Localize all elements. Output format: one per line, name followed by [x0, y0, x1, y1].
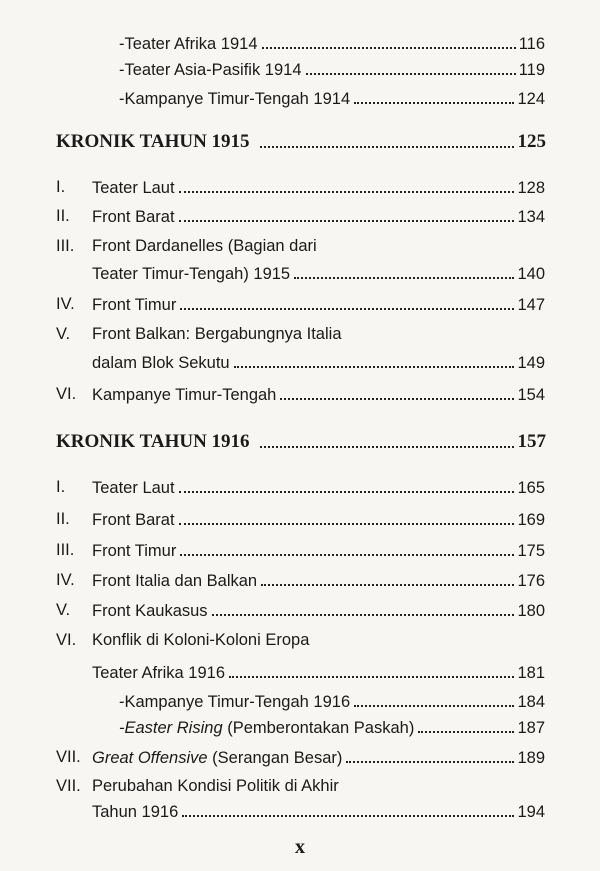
toc-entry — [92, 351, 545, 373]
entry-page: 184 — [517, 693, 545, 711]
entry-page: 119 — [518, 61, 545, 79]
toc-entry — [119, 58, 545, 80]
toc-entry — [119, 87, 545, 109]
entry-page: 176 — [517, 572, 545, 590]
entry-label: -Kampanye Timur-Tengah 1914 — [119, 90, 351, 108]
toc-entry — [92, 746, 545, 768]
entry-label-rest: (Pemberontakan Paskah) — [222, 719, 415, 737]
entry-label: Front Timur — [92, 542, 177, 560]
entry-number: IV. — [56, 571, 75, 589]
entry-label: Front Italia dan Balkan — [92, 572, 258, 590]
dot-leader — [182, 815, 514, 817]
entry-label: Teater Laut — [92, 479, 175, 497]
entry-page: 147 — [517, 296, 545, 314]
dot-leader — [346, 761, 514, 763]
toc-entry — [92, 800, 545, 822]
entry-label-line1: Front Balkan: Bergabungnya Italia — [92, 325, 342, 343]
dot-leader — [179, 220, 515, 222]
dot-leader — [294, 277, 514, 279]
dot-leader — [261, 584, 514, 586]
toc-entry — [92, 383, 545, 405]
entry-number: V. — [56, 601, 71, 619]
entry-label — [92, 748, 342, 768]
dot-leader — [354, 705, 514, 707]
dot-leader — [262, 47, 516, 49]
entry-number: II. — [56, 207, 70, 225]
entry-label-line1: Perubahan Kondisi Politik di Akhir — [92, 777, 339, 795]
entry-page: 189 — [517, 749, 545, 767]
entry-label: Teater Afrika 1916 — [92, 664, 225, 682]
entry-label: dalam Blok Sekutu — [92, 354, 230, 372]
toc-entry — [119, 32, 545, 54]
section-page: 157 — [517, 431, 546, 452]
entry-label-line1: Konflik di Koloni-Koloni Eropa — [92, 631, 310, 649]
section-heading-1916 — [56, 428, 546, 454]
toc-entry — [92, 539, 545, 561]
entry-label: -Kampanye Timur-Tengah 1916 — [119, 693, 351, 711]
entry-page: 175 — [517, 542, 545, 560]
entry-label-italic: Great Offensive — [92, 749, 208, 767]
entry-page: 181 — [517, 664, 545, 682]
entry-label: Front Barat — [92, 511, 175, 529]
entry-label: -Teater Afrika 1914 — [119, 35, 258, 53]
entry-label: Teater Timur-Tengah) 1915 — [92, 265, 291, 283]
entry-label: -Teater Asia-Pasifik 1914 — [119, 61, 302, 79]
toc-entry — [92, 476, 545, 498]
entry-label: Teater Laut — [92, 179, 175, 197]
entry-label-line1: Front Dardanelles (Bagian dari — [92, 237, 317, 255]
dot-leader — [306, 73, 516, 75]
dot-leader — [229, 676, 514, 678]
entry-number: VI. — [56, 385, 77, 403]
dot-leader — [180, 308, 514, 310]
entry-label: Front Kaukasus — [92, 602, 208, 620]
entry-number: I. — [56, 178, 66, 196]
toc-entry — [92, 262, 545, 284]
dot-leader — [212, 614, 515, 616]
toc-entry — [92, 569, 545, 591]
entry-page: 165 — [517, 479, 545, 497]
entry-label-italic: -Easter Rising — [119, 719, 223, 737]
toc-entry — [119, 716, 545, 738]
toc-entry — [92, 176, 545, 198]
dot-leader — [354, 102, 514, 104]
entry-page: 154 — [517, 386, 545, 404]
entry-label: Front Timur — [92, 296, 177, 314]
entry-page: 116 — [518, 35, 545, 53]
entry-number: I. — [56, 478, 66, 496]
entry-label — [119, 718, 414, 738]
entry-number: VI. — [56, 631, 77, 649]
entry-label: Kampanye Timur-Tengah — [92, 386, 277, 404]
entry-number: VII. — [56, 748, 81, 766]
entry-page: 180 — [517, 602, 545, 620]
section-title: KRONIK TAHUN 1916 — [56, 431, 250, 452]
dot-leader — [179, 491, 515, 493]
section-heading-1915 — [56, 128, 546, 154]
entry-page: 194 — [517, 803, 545, 821]
entry-number: III. — [56, 237, 75, 255]
entry-page: 149 — [517, 354, 545, 372]
entry-number: IV. — [56, 295, 75, 313]
entry-page: 169 — [517, 511, 545, 529]
entry-page: 124 — [517, 90, 545, 108]
section-page: 125 — [517, 131, 546, 152]
dot-leader — [180, 554, 514, 556]
toc-entry — [92, 508, 545, 530]
dot-leader — [280, 398, 514, 400]
toc-entry — [92, 205, 545, 227]
dot-leader — [179, 191, 515, 193]
entry-number: II. — [56, 510, 70, 528]
entry-label: Front Barat — [92, 208, 175, 226]
entry-label: Tahun 1916 — [92, 803, 179, 821]
entry-label-rest: (Serangan Besar) — [207, 749, 343, 767]
entry-page: 128 — [517, 179, 545, 197]
entry-page: 187 — [517, 719, 545, 737]
toc-entry — [92, 661, 545, 683]
dot-leader — [179, 523, 515, 525]
entry-number: III. — [56, 541, 75, 559]
dot-leader — [260, 146, 514, 148]
entry-page: 140 — [517, 265, 545, 283]
entry-page: 134 — [517, 208, 545, 226]
toc-entry — [92, 599, 545, 621]
page-number: x — [295, 836, 305, 858]
entry-number: VII. — [56, 777, 81, 795]
entry-number: V. — [56, 325, 71, 343]
toc-entry — [119, 690, 545, 712]
dot-leader — [418, 731, 514, 733]
section-title: KRONIK TAHUN 1915 — [56, 131, 250, 152]
toc-entry — [92, 293, 545, 315]
dot-leader — [260, 446, 514, 448]
dot-leader — [234, 366, 515, 368]
